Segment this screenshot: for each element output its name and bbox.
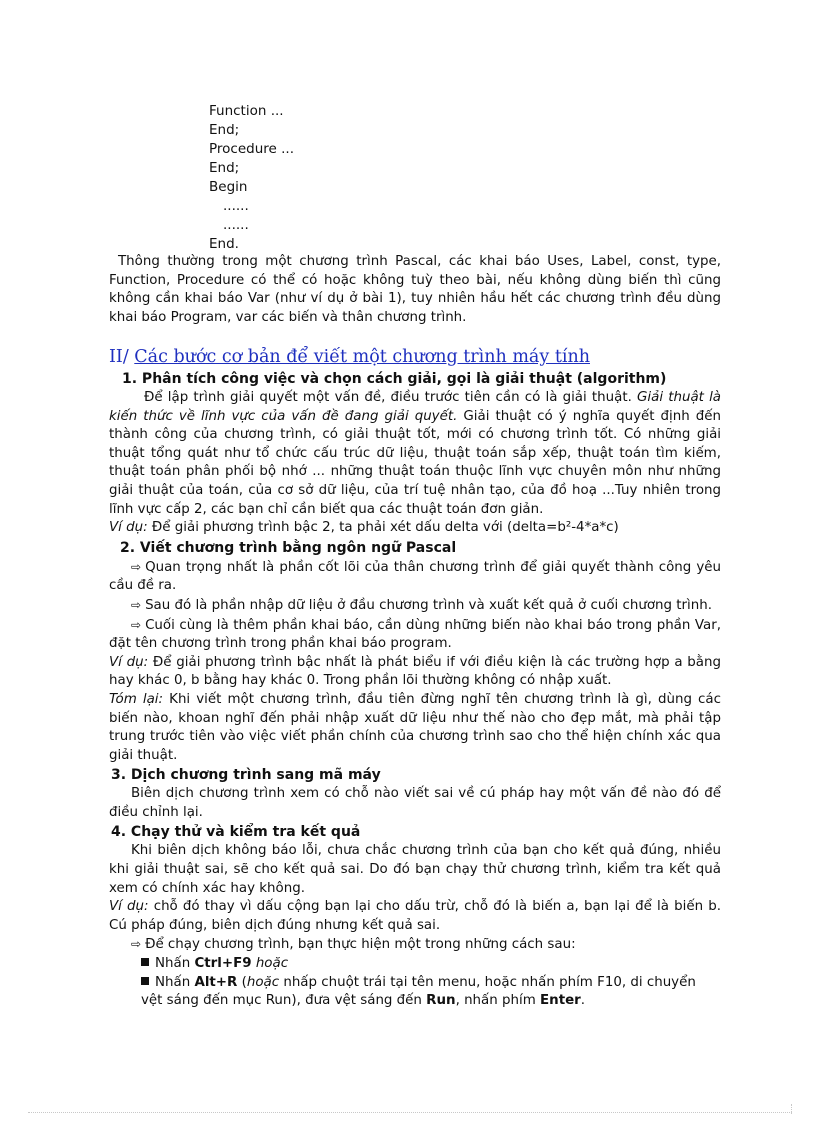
step3-heading: 3. Dịch chương trình sang mã máy: [111, 767, 381, 784]
step2-example: [109, 654, 721, 691]
step4-paragraph: Khi biên dịch không báo lỗi, chưa chắc chương trình của bạn cho kết quả đúng, nhiều khi giải thuật sai, sẽ cho kết quả sai. Do đó bạn chạy thử chương trình, kiểm tra kết quả xem có chính xác hay không.: [109, 843, 721, 896]
step4-example: [109, 898, 721, 935]
step1-heading: 1. Phân tích công việc và chọn cách giải, gọi là giải thuật (algorithm): [122, 371, 667, 387]
example-label: Ví dụ:: [109, 654, 149, 670]
code-block: [209, 102, 294, 254]
text-run: Để lập trình giải quyết một vấn đề, điều trước tiên cần có là giải thuật.: [144, 390, 638, 405]
arrow-right-icon: ⇨: [131, 559, 142, 574]
text-run: .: [580, 993, 586, 1009]
code-line: Procedure ...: [209, 141, 294, 157]
code-line: ......: [223, 198, 249, 214]
code-line: End;: [209, 160, 240, 176]
page-bottom-border: [28, 1112, 792, 1113]
key-label: Enter: [540, 993, 581, 1009]
arrow-text: Để chạy chương trình, bạn thực hiện một trong những cách sau:: [145, 937, 576, 953]
example-label: Ví dụ:: [109, 899, 149, 915]
code-line: ......: [223, 217, 249, 233]
example-label: Ví dụ:: [109, 520, 148, 536]
step3-paragraph: Biên dịch chương trình xem có chỗ nào viết sai về cú pháp hay một vấn đề nào đó để điều chỉnh lại.: [109, 786, 721, 820]
step4-heading: 4. Chạy thử và kiểm tra kết quả: [111, 824, 361, 841]
step1-paragraph: [109, 389, 721, 519]
text-run: (: [237, 974, 247, 990]
code-line: Begin: [209, 179, 248, 195]
text-run: Nhấn: [155, 974, 195, 990]
code-line: End;: [209, 122, 240, 138]
section-title-link[interactable]: Các bước cơ bản để viết một chương trình máy tính: [134, 347, 590, 367]
step2-arrow-item: [109, 596, 721, 616]
step4-arrow-item: [109, 935, 721, 955]
main-section: [109, 345, 721, 1011]
key-label: Run: [426, 993, 456, 1009]
arrow-text: Quan trọng nhất là phần cốt lõi của thân chương trình để giải quyết thành công yêu cầu đề ra.: [109, 559, 721, 594]
step2-arrow-item: [109, 558, 721, 596]
code-line: End.: [209, 236, 239, 252]
page-corner-mark: [791, 1104, 792, 1114]
section-number: II/: [109, 347, 135, 367]
step2-arrow-item: [109, 616, 721, 654]
arrow-right-icon: ⇨: [131, 937, 142, 952]
square-bullet-icon: [141, 977, 149, 985]
intro-paragraph: Thông thường trong một chương trình Pascal, các khai báo Uses, Label, const, type, Function, Procedure có thể có hoặc không tuỳ theo bài, nếu không dùng biến thì cũng không cần khai báo Var (như ví dụ ở bài 1), tuy nhiên hầu hết các chương trình đều dùng khai báo Program, var các biến và thân chương trình.: [109, 254, 721, 325]
example-text: Để giải phương trình bậc 2, ta phải xét dấu delta với (delta=b²-4*a*c): [147, 520, 619, 536]
square-bullet-icon: [141, 958, 149, 966]
example-text: chỗ đó thay vì dấu cộng bạn lại cho dấu trừ, chỗ đó là biến a, bạn lại để là biến b. Cú pháp đúng, biên dịch đúng nhưng kết quả sai.: [109, 899, 721, 933]
italic-run: Giải thuật là kiến thức về lĩnh vực của vấn đề đang giải quyết.: [109, 390, 721, 424]
text-run: nhấp chuột trái tại tên menu, hoặc nhấn phím F10, di chuyển vệt sáng đến mục Run), đưa vệt sáng đến: [141, 974, 696, 1009]
key-label: Ctrl+F9: [194, 956, 252, 972]
arrow-text: Sau đó là phần nhập dữ liệu ở đầu chương trình và xuất kết quả ở cuối chương trình.: [145, 597, 712, 613]
bullet-item: [109, 974, 721, 1011]
step2-heading: 2. Viết chương trình bằng ngôn ngữ Pascal: [120, 539, 457, 556]
italic-run: hoặc: [246, 974, 280, 990]
text-run: Nhấn: [155, 956, 195, 972]
italic-run: hoặc: [251, 956, 289, 972]
summary-text: Khi viết một chương trình, đầu tiên đừng nghĩ tên chương trình là gì, dùng các biến nào, khoan nghĩ đến phải nhập xuất dữ liệu như thế nào cho đẹp mắt, mà phải tập trung trước tiên vào việc viết phần chính của chương trình sao cho thể hiện chính xác qua giải thuật.: [109, 691, 721, 763]
bullet-item: [109, 955, 721, 974]
example-text: Để giải phương trình bậc nhất là phát biểu if với điều kiện là các trường hợp a bằng hay khác 0, b bằng hay khác 0. Trong phần lõi thường không có nhập xuất.: [109, 654, 721, 689]
summary-label: Tóm lại:: [109, 691, 164, 707]
text-run: Giải thuật có ý nghĩa quyết định đến thành công của chương trình, có giải thuật tốt, mới có chương trình tốt. Có những giải thuật tổng quát như tổ chức cấu trúc dữ liệu, thuật toán sắp xếp, thuật toán tìm kiếm, thuật toán phân phối bộ nhớ ... những thuật toán thuộc lĩnh vực chuyên môn như những giải thuật của toán, của cơ sở dữ liệu, của trí tuệ nhân tạo, của đồ hoạ ...Tuy nhiên trong lĩnh vực cấp 2, các bạn chỉ cần biết qua các thuật toán đơn giản.: [109, 408, 722, 517]
step2-summary: [109, 691, 721, 765]
code-line: Function ...: [209, 103, 284, 119]
arrow-right-icon: ⇨: [131, 597, 142, 612]
arrow-right-icon: ⇨: [131, 617, 142, 632]
section-heading: [109, 345, 721, 369]
text-run: , nhấn phím: [455, 993, 541, 1009]
key-label: Alt+R: [194, 974, 238, 990]
intro-section: [109, 253, 721, 327]
arrow-text: Cuối cùng là thêm phần khai báo, cần dùng những biến nào khai báo trong phần Var, đặt tên chương trình trong phần khai báo program.: [109, 617, 721, 652]
step1-example: [109, 519, 721, 538]
